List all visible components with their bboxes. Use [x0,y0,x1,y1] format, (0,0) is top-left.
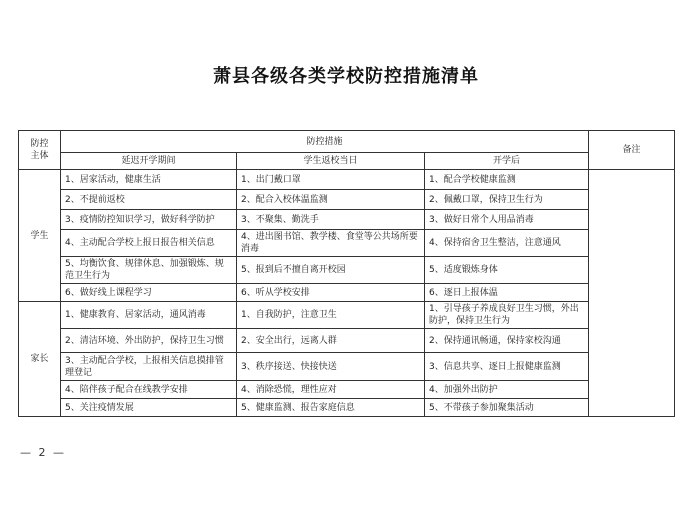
measure-cell: 3、信息共享、逐日上报健康监测 [425,353,589,381]
measure-cell: 3、做好日常个人用品消毒 [425,210,589,230]
measure-cell: 5、关注疫情发展 [61,399,237,417]
page-number: — 2 — [20,446,66,459]
measure-cell: 1、自我防护，注意卫生 [237,302,425,329]
measure-cell: 4、消除恐慌，理性应对 [237,381,425,399]
header-subject: 防控 主体 [19,131,61,170]
measure-cell: 4、主动配合学校上报日报告相关信息 [61,230,237,257]
group-parents-label: 家长 [19,302,61,417]
table-row [19,381,675,399]
subheader-row [19,153,675,170]
group-students-label: 学生 [19,170,61,302]
measure-cell: 2、配合入校体温监测 [237,190,425,210]
measure-cell: 1、出门戴口罩 [237,170,425,190]
header-phase-before-school: 延迟开学期间 [61,153,237,170]
measure-cell: 3、不聚集、勤洗手 [237,210,425,230]
measure-cell: 3、主动配合学校，上报相关信息摸排管理登记 [61,353,237,381]
measure-cell: 4、进出图书馆、教学楼、食堂等公共场所要消毒 [237,230,425,257]
measure-cell: 2、保持通讯畅通，保持家校沟通 [425,329,589,353]
header-phase-return-day: 学生返校当日 [237,153,425,170]
measure-cell: 4、加强外出防护 [425,381,589,399]
table-row [19,399,675,417]
table-row [19,230,675,257]
header-row [19,131,675,153]
header-remarks: 备注 [589,131,675,170]
header-phase-after-opening: 开学后 [425,153,589,170]
measure-cell: 2、安全出行，远离人群 [237,329,425,353]
remarks-cell [589,170,675,417]
measure-cell: 4、陪伴孩子配合在线教学安排 [61,381,237,399]
measure-cell: 2、不提前返校 [61,190,237,210]
measure-cell: 6、逐日上报体温 [425,284,589,302]
measure-cell: 6、做好线上课程学习 [61,284,237,302]
measure-cell: 5、适度锻炼身体 [425,257,589,284]
measure-cell: 1、健康教育、居家活动，通风消毒 [61,302,237,329]
table-row [19,257,675,284]
table-row [19,329,675,353]
measure-cell: 2、佩戴口罩，保持卫生行为 [425,190,589,210]
measure-cell: 5、均衡饮食、规律休息、加强锻炼、规范卫生行为 [61,257,237,284]
measure-cell: 2、清洁环境、外出防护，保持卫生习惯 [61,329,237,353]
measure-cell: 4、保持宿舍卫生整洁，注意通风 [425,230,589,257]
table-row [19,302,675,329]
measure-cell: 6、听从学校安排 [237,284,425,302]
table-row [19,210,675,230]
measure-cell: 1、引导孩子养成良好卫生习惯，外出防护，保持卫生行为 [425,302,589,329]
measure-cell: 5、报到后不擅自离开校园 [237,257,425,284]
measure-cell: 5、健康监测、报告家庭信息 [237,399,425,417]
measure-cell: 3、疫情防控知识学习，做好科学防护 [61,210,237,230]
measure-cell: 1、配合学校健康监测 [425,170,589,190]
measure-cell: 3、秩序接送、快接快送 [237,353,425,381]
page-title: 萧县各级各类学校防控措施清单 [213,66,479,87]
table-row [19,353,675,381]
table-row [19,190,675,210]
measure-cell: 1、居家活动，健康生活 [61,170,237,190]
measures-table [18,130,675,417]
measure-cell: 5、不带孩子参加聚集活动 [425,399,589,417]
table-row [19,170,675,190]
table-row [19,284,675,302]
header-measures: 防控措施 [61,131,589,153]
